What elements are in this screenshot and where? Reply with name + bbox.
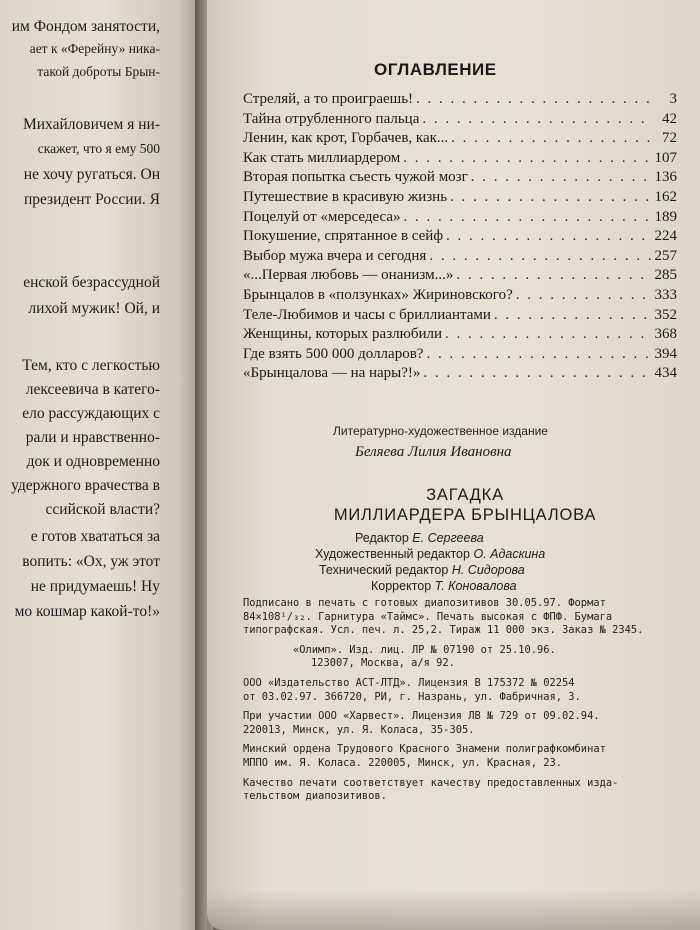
toc-entry-title: Поцелуй от «мерседеса» [243,208,401,225]
left-line: им Фондом занятости, [11,18,160,35]
toc-entry [243,345,677,365]
toc-entry-title: Женщины, которых разлюбили [243,326,443,343]
toc-entry [243,266,677,286]
toc-entry-page: 333 [654,286,677,303]
publication-line: 123007, Москва, а/я 92. [311,657,455,670]
toc-entry-title: «...Первая любовь — онанизм...» [243,267,454,284]
toc-leader-dots [516,286,652,306]
toc-leader-dots [450,188,651,208]
toc-leader-dots [451,129,652,149]
toc-entry-title: Теле-Любимов и часы с бриллиантами [243,306,491,323]
toc-entry [243,286,677,306]
toc-entry [243,227,677,247]
publication-line: 220013, Минск, ул. Я. Коласа, 35-305. [243,723,475,736]
publication-block [243,644,675,671]
edition-type: Литературно-художественное издание [333,424,548,438]
publication-line: ООО «Издательство АСТ-ЛТД». Лицензия В 175372 № 02254 [243,676,575,689]
toc-entry-page: 434 [654,365,677,382]
toc-leader-dots [423,364,651,384]
left-line: енской безрассудной [23,274,160,291]
credit-role: Редактор [355,531,409,545]
toc-leader-dots [471,168,652,188]
left-line: скажет, что я ему 500 [37,141,160,156]
left-line: е готов хвататься за [30,528,160,545]
credit-row [315,578,655,594]
left-page [0,0,198,930]
toc-entry [243,325,677,345]
toc-entry-page: 42 [662,110,677,127]
left-line: не придумаешь! Ну [30,578,160,595]
left-line: вопить: «Ох, уж этот [22,553,160,570]
toc-entry-page: 285 [654,267,677,284]
toc-entry-title: Ленин, как крот, Горбачев, как... [243,130,449,147]
toc-entry-page: 394 [654,345,677,362]
toc-entry-page: 352 [654,306,677,323]
toc-entry-page: 162 [654,188,677,205]
toc-entry-title: Где взять 500 000 долларов? [243,345,424,362]
toc-entry-title: Стреляй, а то проиграешь! [243,91,414,107]
toc-entry [243,364,677,384]
left-line: ает к «Ферейну» ника- [29,41,160,56]
toc-leader-dots [404,208,652,228]
credit-role: Технический редактор [319,563,449,577]
toc-entry [243,306,677,326]
publication-line: от 03.02.97. 366720, РИ, г. Назрань, ул. Фабричная, 3. [243,690,581,703]
publication-line: 84×108¹/₃₂. Гарнитура «Таймс». Печать высокая с ФПФ. Бумага [243,610,613,623]
toc-leader-dots [445,325,651,345]
toc-entry-page: 189 [654,208,677,225]
publication-block [243,677,675,704]
toc-entry-title: Покушение, спрятанное в сейф [243,228,444,245]
credit-role: Корректор [371,579,432,593]
toc-leader-dots [416,90,652,110]
credit-name: О. Адаскина [473,547,546,561]
author-name: Беляева Лилия Ивановна [355,444,512,460]
toc-entry [243,129,677,149]
toc-entry-page: 224 [654,228,677,245]
publication-block [243,710,675,737]
toc-entry-page: 72 [662,130,677,147]
toc-leader-dots [426,345,651,365]
left-line: ело рассуждающих с [22,405,160,422]
toc-entry [243,110,677,130]
publication-details [243,597,675,810]
left-line: док и одновременно [26,453,160,470]
left-line: президент России. Я [23,191,160,208]
book-title-line: ЗАГАДКА [426,486,504,504]
publication-line: МППО им. Я. Коласа. 220005, Минск, ул. Красная, 23. [243,756,563,769]
book-title-line: МИЛЛИАРДЕРА БРЫНЦАЛОВА [333,506,597,524]
toc-entry-title: Как стать миллиардером [243,149,401,166]
toc-entry-page: 3 [669,91,677,107]
left-line: лексеевича в катего- [25,381,160,398]
left-line: рали и нравственно- [25,429,160,446]
left-line: Михайловичем я ни- [22,116,160,133]
toc-entry-title: Брынцалов в «ползунках» Жириновского? [243,286,513,303]
left-line: ссийской власти? [45,501,160,518]
toc-leader-dots [429,247,651,267]
toc-leader-dots [446,227,651,247]
toc-entry [243,149,677,169]
left-line: не хочу ругаться. Он [23,166,160,183]
publication-block [243,597,675,638]
left-line: Тем, кто с легкостью [22,357,160,374]
credits [315,530,655,594]
toc-leader-dots [403,149,651,169]
left-line: мо кошмар какой-то!» [14,603,160,620]
publication-block [243,777,675,804]
publication-line: Минский ордена Трудового Красного Знамени полиграфкомбинат [243,743,606,756]
toc-entry-title: Вторая попытка съесть чужой мозг [243,169,468,186]
toc-entry-page: 368 [654,326,677,343]
credit-name: Н. Сидорова [451,563,525,577]
toc-entry-title: Тайна отрубленного пальца [243,110,420,127]
left-line: лихой мужик! Ой, и [28,300,160,317]
toc-entry-page: 107 [654,149,677,166]
toc-entry [243,90,677,110]
toc-entry-title: «Брынцалова — на нары?!» [243,365,421,382]
credit-role: Художественный редактор [315,547,470,561]
toc-entry-page: 136 [654,169,677,186]
toc-leader-dots [456,266,651,286]
publication-line: тельством диапозитивов. [243,790,387,803]
toc-heading: ОГЛАВЛЕНИЕ [374,60,497,79]
credit-name: Т. Коновалова [434,579,517,593]
publication-line: Подписано в печать с готовых диапозитивов 30.05.97. Формат [243,597,606,609]
publication-line: При участии ООО «Харвест». Лицензия ЛВ № 729 от 09.02.94. [243,710,600,723]
publication-line: Качество печати соответствует качеству предоставленных изда- [243,776,619,789]
toc-entry [243,188,677,208]
toc-entry [243,168,677,188]
book-title [300,485,630,525]
toc-entry-title: Путешествие в красивую жизнь [243,188,448,205]
table-of-contents [243,90,677,384]
toc-entry [243,208,677,228]
toc-entry-title: Выбор мужа вчера и сегодня [243,247,427,264]
toc-leader-dots [422,110,652,130]
publication-line: «Олимп». Изд. лиц. ЛР № 07190 от 25.10.96. [293,643,556,656]
credit-name: Е. Сергеева [412,531,484,545]
left-line: такой доброты Брын- [37,64,160,79]
publication-block [243,743,675,770]
credit-row [315,530,655,546]
toc-entry-page: 257 [654,247,677,264]
toc-entry [243,247,677,267]
left-line: удержного врачества в [11,477,160,494]
credit-row [315,546,655,562]
publication-line: типографская. Усл. печ. л. 25,2. Тираж 11 000 экз. Заказ № 2345. [243,624,644,637]
credit-row [315,562,655,578]
toc-leader-dots [494,306,652,326]
